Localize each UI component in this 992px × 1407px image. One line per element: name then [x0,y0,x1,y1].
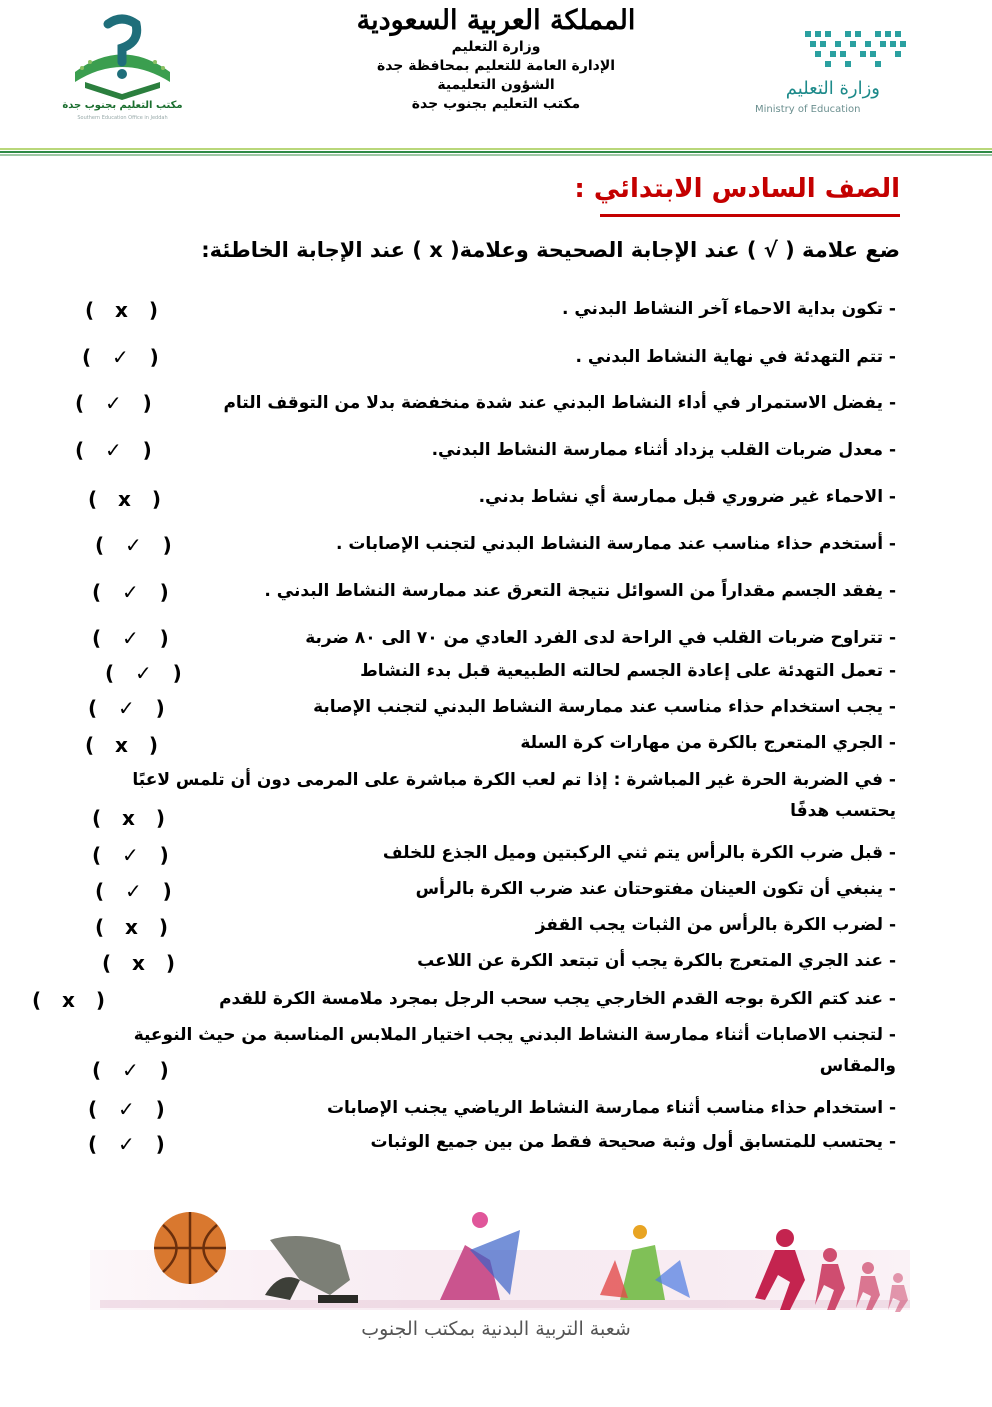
answer-2: ( ✓ ) [82,345,159,369]
question-8: - تتراوح ضربات القلب في الراحة لدى الفرد العادي من ٧٠ الى ٨٠ ضربة [305,628,896,648]
page-title: الصف السادس الابتدائي : [574,174,900,204]
question-19: - استخدام حذاء مناسب أثناء ممارسة النشاط الرياضي يجنب الإصابات [326,1098,896,1118]
instruction: ضع علامة ( √ ) عند الإجابة الصحيحة وعلامة( x ) عند الإجابة الخاطئة: [201,238,900,262]
question-20: - يحتسب للمتسابق أول وثبة صحيحة فقط من بين جميع الوثبات [370,1132,896,1152]
answer-3: ( ✓ ) [75,391,152,415]
answer-1: ( x ) [85,298,158,322]
question-2: - تتم التهدئة في نهاية النشاط البدني . [575,347,896,367]
answer-11: ( x ) [85,733,158,757]
answer-17: ( x ) [32,988,105,1012]
header-center [300,4,692,114]
question-6: - أستخدم حذاء مناسب عند ممارسة النشاط البدني لتجنب الإصابات . [335,534,896,554]
answer-19: ( ✓ ) [88,1097,165,1121]
header-line-ministry: وزارة التعليم [451,39,541,55]
answer-14: ( ✓ ) [95,879,172,903]
question-10: - يجب استخدام حذاء مناسب عند ممارسة النشاط البدني لتجنب الإصابة [313,697,896,717]
question-7: - يفقد الجسم مقداراً من السوائل نتيجة التعرق عند ممارسة النشاط البدني . [264,581,896,601]
kingdom-calligraphy: المملكة العربية السعودية [356,5,636,36]
footer-caption: شعبة التربية البدنية بمكتب الجنوب [361,1318,631,1340]
title-underline [600,214,900,217]
grade-title-row [540,174,900,214]
question-1: - تكون بداية الاحماء آخر النشاط البدني . [561,299,896,319]
question-13: - قبل ضرب الكرة بالرأس يتم ثني الركبتين وميل الجذع للخلف [382,843,896,863]
right-logo-english: Ministry of Education [755,104,861,115]
footer-illustration [0,1200,992,1403]
header-divider [0,148,992,156]
answer-4: ( ✓ ) [75,438,152,462]
header-line-office: مكتب التعليم بجنوب جدة [411,96,581,112]
sports-footer [0,1200,992,1403]
question-3: - يفضل الاستمرار في أداء النشاط البدني عند شدة منخفضة بدلا من التوقف التام [223,393,896,413]
question-11: - الجري المتعرج بالكرة من مهارات كرة السلة [520,733,896,753]
answer-12: ( x ) [92,806,165,830]
answer-7: ( ✓ ) [92,580,169,604]
book-emblem-icon [60,12,185,100]
answer-16: ( x ) [102,951,175,975]
ministry-of-education-logo [750,25,920,125]
question-14: - ينبغي أن تكون العينان مفتوحتان عند ضرب الكرة بالرأس [415,879,896,899]
right-logo-arabic: وزارة التعليم [785,78,880,99]
answer-13: ( ✓ ) [92,843,169,867]
answer-8: ( ✓ ) [92,626,169,650]
left-logo-caption: مكتب التعليم بجنوب جدة [62,100,183,111]
left-logo-subcaption: Southern Education Office in Jeddah [77,115,168,121]
answer-20: ( ✓ ) [88,1132,165,1156]
question-12: - في الضربة الحرة غير المباشرة : إذا تم لعب الكرة مباشرة على المرمى دون أن تلمس لاعبًا يحتسب هدفًا [132,770,896,821]
question-4: - معدل ضربات القلب يزداد أثناء ممارسة النشاط البدني. [431,440,896,460]
answer-10: ( ✓ ) [88,696,165,720]
south-jeddah-office-logo [60,12,185,122]
basketball-icon [154,1212,226,1284]
question-15: - لضرب الكرة بالرأس من الثبات يجب القفز [535,915,896,935]
header-line-affairs: الشؤون التعليمية [437,77,555,93]
answer-5: ( x ) [88,487,161,511]
question-16: - عند الجري المتعرج بالكرة يجب أن تبتعد الكرة عن اللاعب [417,951,896,971]
answer-9: ( ✓ ) [105,661,182,685]
answer-18: ( ✓ ) [92,1058,169,1082]
ministry-dots-icon [750,25,920,75]
question-17: - عند كتم الكرة بوجه القدم الخارجي يجب سحب الرجل بمجرد ملامسة الكرة للقدم [219,989,896,1009]
answer-15: ( x ) [95,915,168,939]
answer-6: ( ✓ ) [95,533,172,557]
question-18: - لتجنب الاصابات أثناء ممارسة النشاط البدني يجب اختيار الملابس المناسبة من حيث النوعية والمقاس [133,1025,896,1076]
header-line-directorate: الإدارة العامة للتعليم بمحافظة جدة [376,58,616,74]
question-5: - الاحماء غير ضروري قبل ممارسة أي نشاط بدني. [478,487,896,507]
page-header [0,0,992,160]
question-9: - تعمل التهدئة على إعادة الجسم لحالته الطبيعية قبل بدء النشاط [360,661,896,681]
